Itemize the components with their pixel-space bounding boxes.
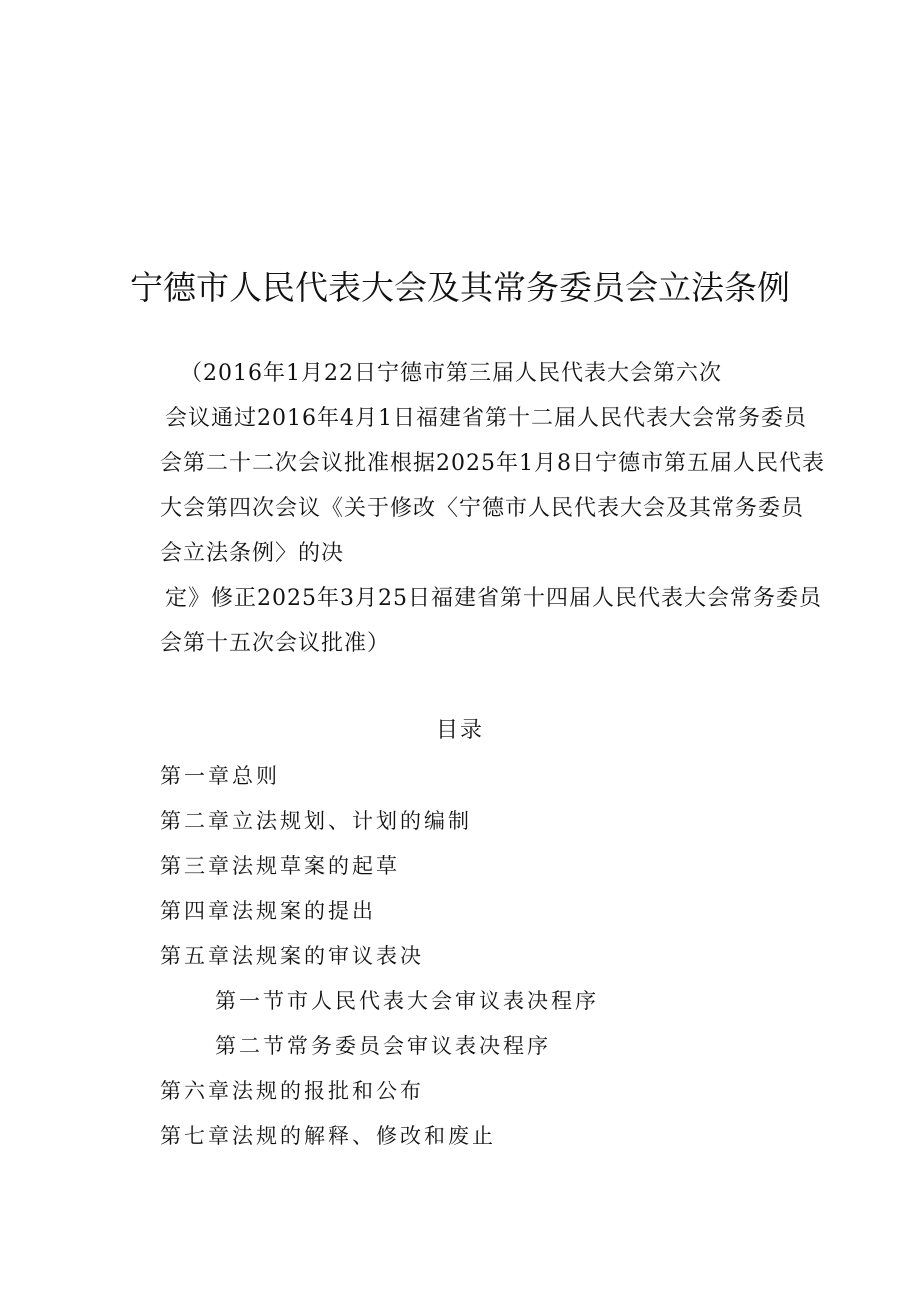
toc-item-chapter-4: 第四章法规案的提出 xyxy=(160,899,376,923)
preamble-line: 会立法条例〉的决 xyxy=(160,541,345,566)
preamble-line: 大会第四次会议《关于修改〈宁德市人民代表大会及其常务委员 xyxy=(160,496,805,521)
preamble-line: （2016年1月22日宁德市第三届人民代表大会第六次 xyxy=(180,361,722,386)
toc-item-chapter-5: 第五章法规案的审议表决 xyxy=(160,944,424,968)
toc-item-chapter-7: 第七章法规的解释、修改和废止 xyxy=(160,1124,496,1148)
preamble-line: 定》修正2025年3月25日福建省第十四届人民代表大会常务委员 xyxy=(165,586,822,611)
preamble-line: 会第十五次会议批准） xyxy=(160,631,391,656)
toc-item-section-2: 第二节常务委员会审议表决程序 xyxy=(215,1034,551,1058)
preamble-line: 会第二十二次会议批准根据2025年1月8日宁德市第五届人民代表 xyxy=(160,451,825,476)
toc-item-chapter-3: 第三章法规草案的起草 xyxy=(160,854,400,878)
document-title: 宁德市人民代表大会及其常务委员会立法条例 xyxy=(130,268,790,307)
toc-item-chapter-2: 第二章立法规划、计划的编制 xyxy=(160,809,472,833)
toc-item-chapter-6: 第六章法规的报批和公布 xyxy=(160,1079,424,1103)
preamble-line: 会议通过2016年4月1日福建省第十二届人民代表大会常务委员 xyxy=(165,406,807,431)
toc-heading: 目录 xyxy=(435,718,484,743)
toc-item-section-1: 第一节市人民代表大会审议表决程序 xyxy=(215,989,599,1013)
toc-item-chapter-1: 第一章总则 xyxy=(160,764,280,788)
